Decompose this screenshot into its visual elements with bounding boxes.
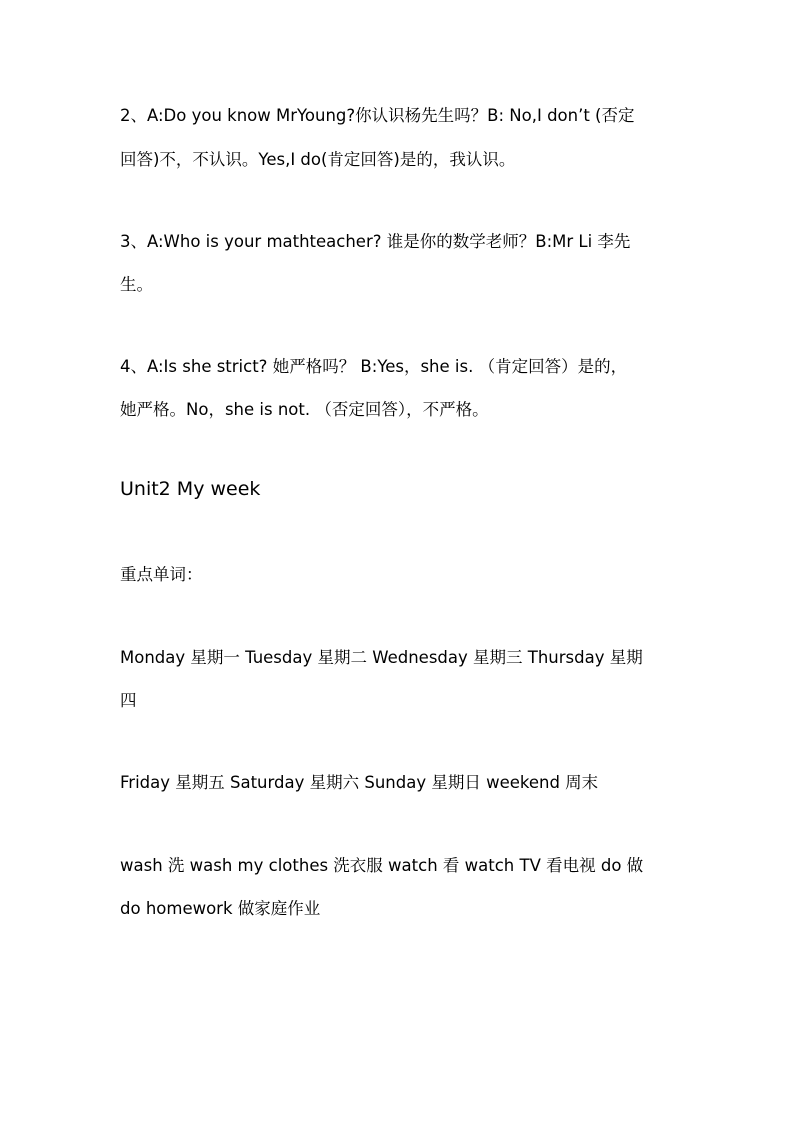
q2-question-line: 2、A:Do you know MrYoung?你认识杨先生吗？B: No,I don’t (否定 [120,106,635,125]
q3-answer-line: 生。 [120,275,153,294]
unit-heading: Unit2 My week [120,478,261,500]
verbs-line-1: wash 洗 wash my clothes 洗衣服 watch 看 watch TV 看电视 do 做 [120,856,644,875]
weekday-line-2: Friday 星期五 Saturday 星期六 Sunday 星期日 weekend 周末 [120,773,599,792]
key-words-label: 重点单词： [120,565,203,584]
q4-question-line: 4、A:Is she strict? 她严格吗？ B:Yes，she is. （肯定回答）是的， [120,357,628,376]
weekday-line-1: Monday 星期一 Tuesday 星期二 Wednesday 星期三 Thursday 星期 [120,648,643,667]
verbs-line-2: do homework 做家庭作业 [120,899,321,918]
weekday-line-1-cont: 四 [120,691,137,710]
q3-question-line: 3、A:Who is your mathteacher? 谁是你的数学老师？B:Mr Li 李先 [120,232,631,251]
q2-answer-line: 回答)不，不认识。Yes,I do(肯定回答)是的，我认识。 [120,150,516,169]
q4-answer-line: 她严格。No，she is not. （否定回答），不严格。 [120,400,489,419]
